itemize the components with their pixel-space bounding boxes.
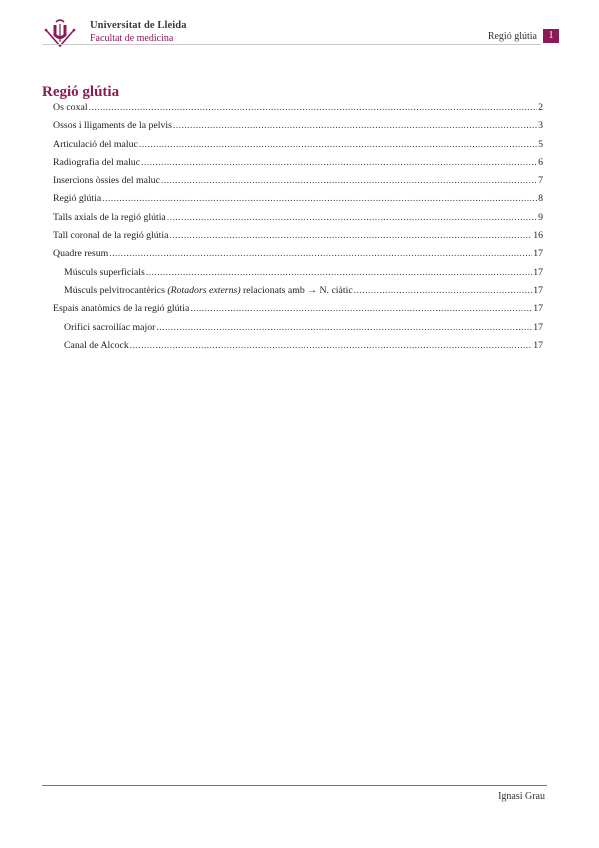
toc-entry-page: 17 [533, 284, 543, 296]
toc-entry-page: 17 [533, 266, 543, 278]
toc-subentry[interactable] [53, 322, 543, 340]
toc-entry-page: 5 [538, 138, 543, 150]
toc-heading: Regió glútia [42, 84, 120, 100]
toc-entry-label: Canal de Alcock [64, 339, 129, 351]
university-name: Universitat de Lleida [90, 20, 187, 31]
toc-entry[interactable] [53, 120, 543, 138]
page-number-badge: 1 [543, 29, 559, 43]
toc-entry[interactable] [53, 230, 543, 248]
toc-subentry[interactable] [53, 340, 543, 358]
toc-entry-page: 2 [538, 102, 543, 113]
toc-entry-page: 9 [538, 211, 543, 223]
toc-entry-label: Ossos i lligaments de la pelvis [53, 120, 172, 132]
toc-entry-label: Talls axials de la regió glútia [53, 211, 166, 223]
toc-entry-page: 7 [538, 175, 543, 187]
toc-subentry[interactable] [53, 285, 543, 303]
toc-entry-label: Radiografia del maluc [53, 156, 141, 168]
toc-entry-label: Músculs superficials [64, 266, 145, 278]
toc-entry-page: 17 [533, 321, 543, 333]
table-of-contents [53, 102, 543, 358]
toc-entry[interactable] [53, 175, 543, 193]
toc-entry[interactable] [53, 193, 543, 211]
toc-entry-page: 3 [538, 120, 543, 132]
toc-entry-page: 6 [538, 156, 543, 168]
toc-entry-page: 17 [533, 339, 543, 351]
page-header [0, 0, 599, 60]
toc-entry-page: 17 [533, 303, 543, 315]
toc-entry-label: Espais anatòmics de la regió glútia [53, 303, 190, 315]
toc-entry-page: 17 [533, 248, 543, 260]
toc-entry[interactable] [53, 139, 543, 157]
toc-entry-label-italic: (Rotadors externs) [167, 284, 241, 296]
faculty-name: Facultat de medicina [90, 33, 174, 44]
toc-entry-page: 16 [533, 230, 543, 242]
toc-subentry[interactable] [53, 267, 543, 285]
toc-entry[interactable] [53, 102, 543, 120]
toc-entry-label-rest: relacionats amb → N. ciàtic [240, 284, 353, 296]
toc-entry-label: Articulació del maluc [53, 138, 138, 150]
header-divider [42, 44, 541, 45]
toc-entry-label [64, 285, 353, 296]
toc-entry[interactable] [53, 248, 543, 266]
toc-entry-label-main: Músculs pelvitrocantèrics [64, 284, 168, 296]
toc-entry-label: Regió glútia [53, 193, 102, 205]
toc-entry-label: Tall coronal de la regió glútia [53, 230, 169, 242]
toc-entry[interactable] [53, 157, 543, 175]
toc-entry-label: Quadre resum [53, 248, 109, 260]
running-title: Regió glútia [487, 31, 537, 42]
toc-entry[interactable] [53, 212, 543, 230]
footer-divider [42, 785, 547, 786]
toc-entry-page: 8 [538, 193, 543, 205]
toc-entry-label: Os coxal [53, 102, 88, 113]
toc-entry-label: Insercions òssies del maluc [53, 175, 160, 187]
footer-author: Ignasi Grau [498, 791, 545, 802]
toc-entry[interactable] [53, 303, 543, 321]
toc-entry-label: Orifici sacroilíac major [64, 321, 156, 333]
